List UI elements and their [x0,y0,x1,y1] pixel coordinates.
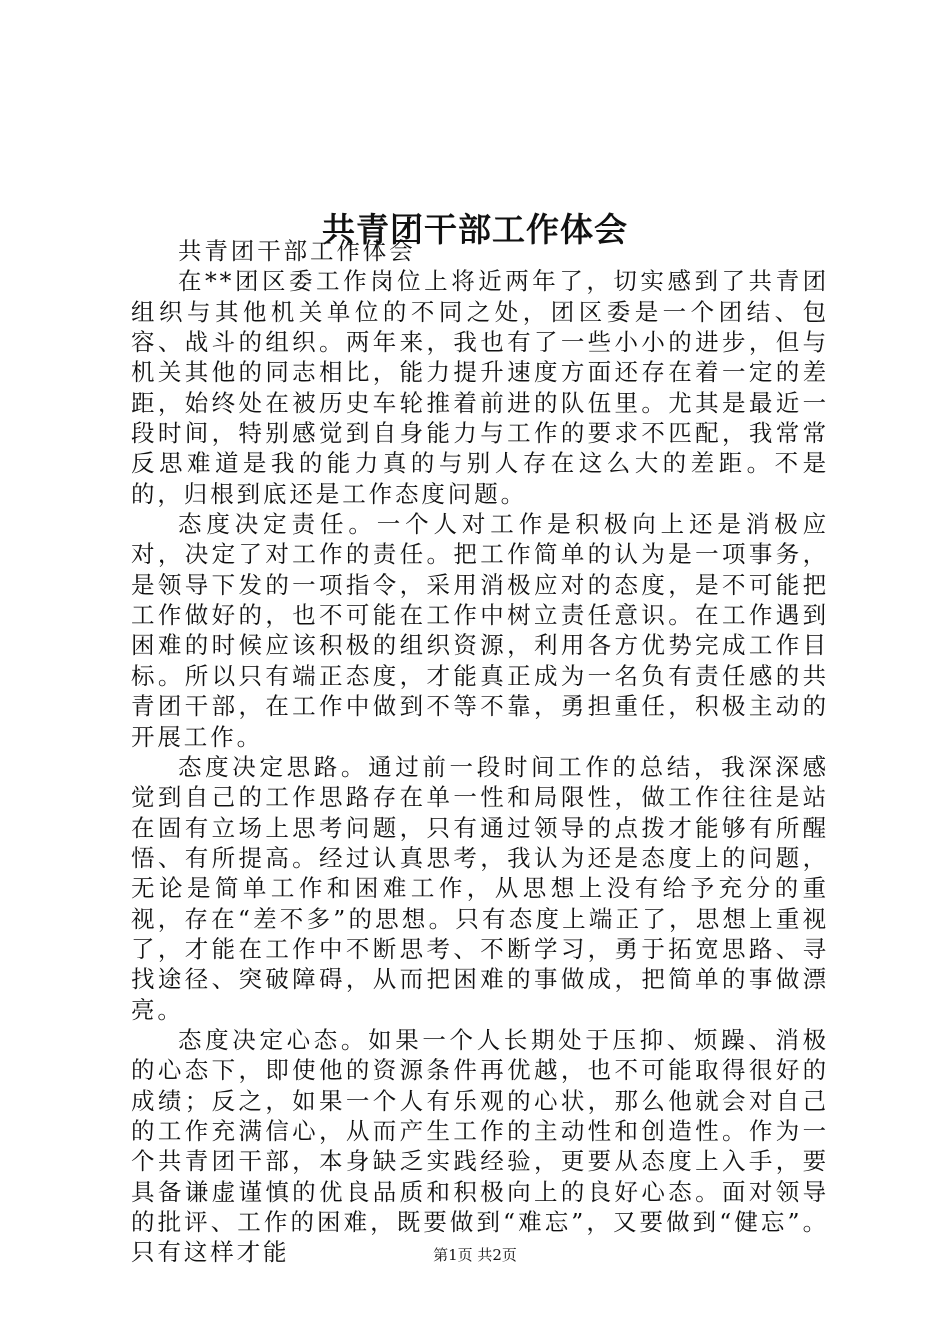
paragraph-intro: 在**团区委工作岗位上将近两年了，切实感到了共青团组织与其他机关单位的不同之处，团区委是一个团结、包容、战斗的组织。两年来，我也有了一些小小的进步，但与机关其他的同志相比，能力提升速度方面还存在着一定的差距，始终处在被历史车轮推着前进的队伍里。尤其是最近一段时间，特别感觉到自身能力与工作的要求不匹配，我常常反思难道是我的能力真的与别人存在这么大的差距。不是的，归根到底还是工作态度问题。 [131,267,829,508]
page-footer: 第1页 共2页 [433,1246,517,1264]
paragraph-subtitle: 共青团干部工作体会 [178,237,416,265]
document-body [131,236,829,1268]
paragraph-mindset: 态度决定心态。如果一个人长期处于压抑、烦躁、消极的心态下，即使他的资源条件再优越，也不可能取得很好的成绩；反之，如果一个人有乐观的心状，那么他就会对自己的工作充满信心，从而产生工作的主动性和创造性。作为一个共青团干部，本身缺乏实践经验，更要从态度上入手，要具备谦虚谨慎的优良品质和积极向上的良好心态。面对领导的批评、工作的困难，既要做到“难忘”，又要做到“健忘”。只有这样才能 [131,1025,829,1267]
document-title: 共青团干部工作体会 [322,210,628,250]
paragraph-responsibility: 态度决定责任。一个人对工作是积极向上还是消极应对，决定了对工作的责任。把工作简单的认为是一项事务，是领导下发的一项指令，采用消极应对的态度，是不可能把工作做好的，也不可能在工作中树立责任意识。在工作遇到困难的时候应该积极的组织资源，利用各方优势完成工作目标。所以只有端正态度，才能真正成为一名负有责任感的共青团干部，在工作中做到不等不靠，勇担重任，积极主动的开展工作。 [131,510,829,751]
paragraph-thinking: 态度决定思路。通过前一段时间工作的总结，我深深感觉到自己的工作思路存在单一性和局限性，做工作往往是站在固有立场上思考问题，只有通过领导的点拨才能够有所醒悟、有所提高。经过认真思考，我认为还是态度上的问题，无论是简单工作和困难工作，从思想上没有给予充分的重视，存在“差不多”的思想。只有态度上端正了，思想上重视了，才能在工作中不断思考、不断学习，勇于拓宽思路、寻找途径、突破障碍，从而把困难的事做成，把简单的事做漂亮。 [131,752,829,1024]
